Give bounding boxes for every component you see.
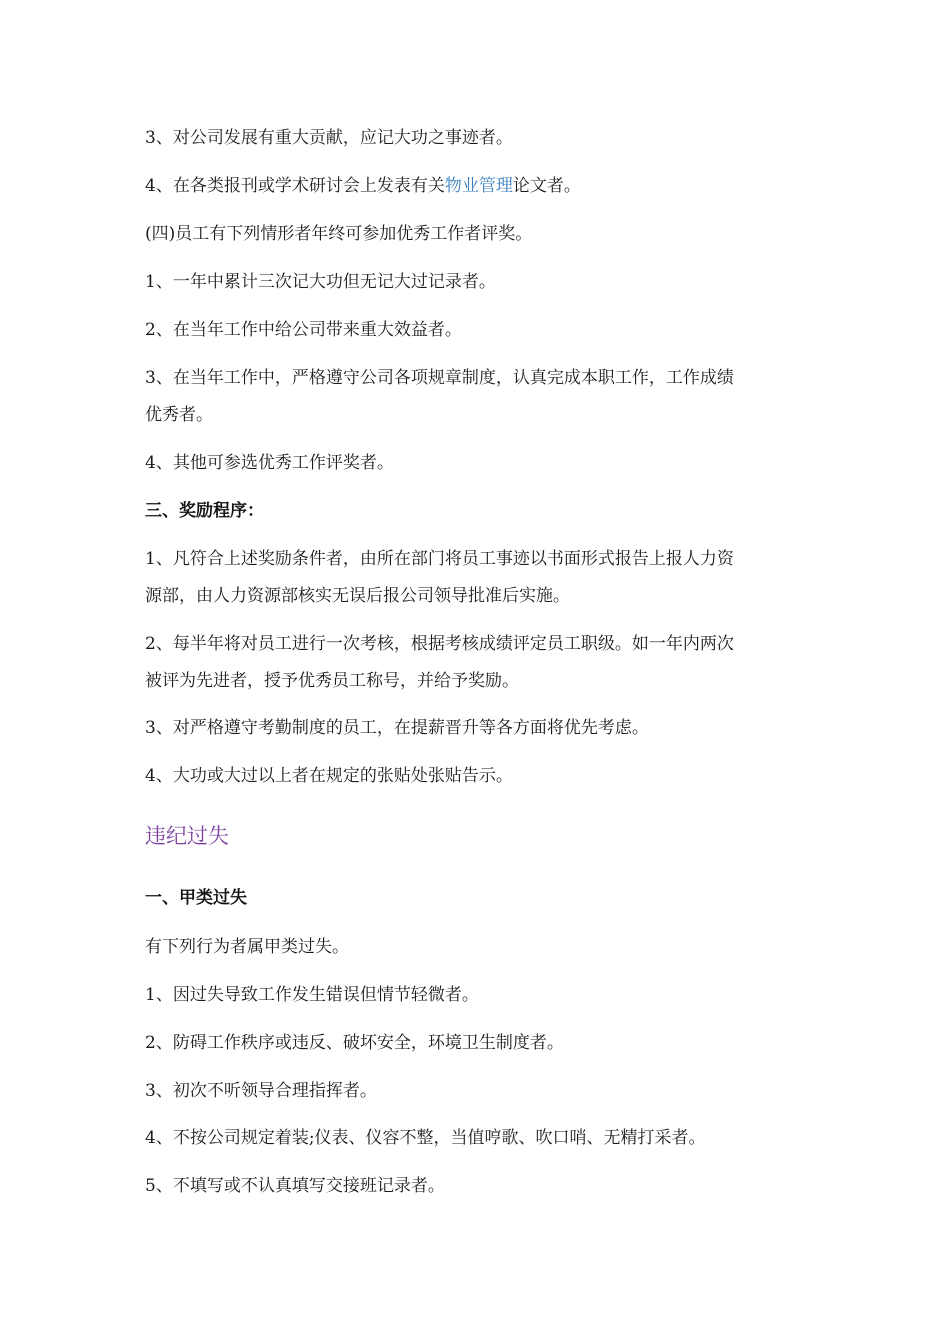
- heading-reward-procedure: 三、奖励程序：: [145, 501, 264, 521]
- paragraph-merit-3: 3、对公司发展有重大贡献，应记大功之事迹者。: [145, 128, 513, 148]
- paragraph-class-a-intro: 有下列行为者属甲类过失。: [145, 937, 349, 957]
- paragraph-award-2: 2、在当年工作中给公司带来重大效益者。: [145, 320, 462, 340]
- paragraph-procedure-2-line1: 2、每半年将对员工进行一次考核，根据考核成绩评定员工职级。如一年内两次: [145, 634, 734, 654]
- paragraph-fault-4: 4、不按公司规定着装;仪表、仪容不整，当值哼歌、吹口哨、无精打采者。: [145, 1128, 706, 1148]
- paragraph-procedure-4: 4、大功或大过以上者在规定的张贴处张贴告示。: [145, 766, 513, 786]
- paragraph-procedure-3: 3、对严格遵守考勤制度的员工，在提薪晋升等各方面将优先考虑。: [145, 718, 649, 738]
- paragraph-procedure-1-line1: 1、凡符合上述奖励条件者，由所在部门将员工事迹以书面形式报告上报人力资: [145, 549, 734, 569]
- paragraph-fault-5: 5、不填写或不认真填写交接班记录者。: [145, 1176, 445, 1196]
- paragraph-fault-3: 3、初次不听领导合理指挥者。: [145, 1081, 377, 1101]
- paragraph-procedure-2-line2: 被评为先进者，授予优秀员工称号，并给予奖励。: [145, 671, 519, 691]
- paragraph-text: 4、在各类报刊或学术研讨会上发表有关: [145, 176, 445, 196]
- paragraph-annual-award-intro: (四)员工有下列情形者年终可参加优秀工作者评奖。: [145, 224, 533, 244]
- paragraph-award-3-line1: 3、在当年工作中，严格遵守公司各项规章制度，认真完成本职工作，工作成绩: [145, 368, 734, 388]
- paragraph-fault-2: 2、防碍工作秩序或违反、破坏安全，环境卫生制度者。: [145, 1033, 564, 1053]
- heading-class-a-fault: 一、甲类过失: [145, 888, 247, 908]
- paragraph-award-4: 4、其他可参选优秀工作评奖者。: [145, 453, 394, 473]
- paragraph-award-3-line2: 优秀者。: [145, 405, 213, 425]
- property-management-link[interactable]: 物业管理: [444, 176, 513, 196]
- paragraph-merit-4: [145, 176, 581, 196]
- section-title-violation: 违纪过失: [145, 824, 229, 848]
- paragraph-procedure-1-line2: 源部，由人力资源部核实无误后报公司领导批准后实施。: [145, 586, 570, 606]
- paragraph-text: 论文者。: [512, 176, 581, 196]
- paragraph-fault-1: 1、因过失导致工作发生错误但情节轻微者。: [145, 985, 479, 1005]
- paragraph-award-1: 1、一年中累计三次记大功但无记大过记录者。: [145, 272, 496, 292]
